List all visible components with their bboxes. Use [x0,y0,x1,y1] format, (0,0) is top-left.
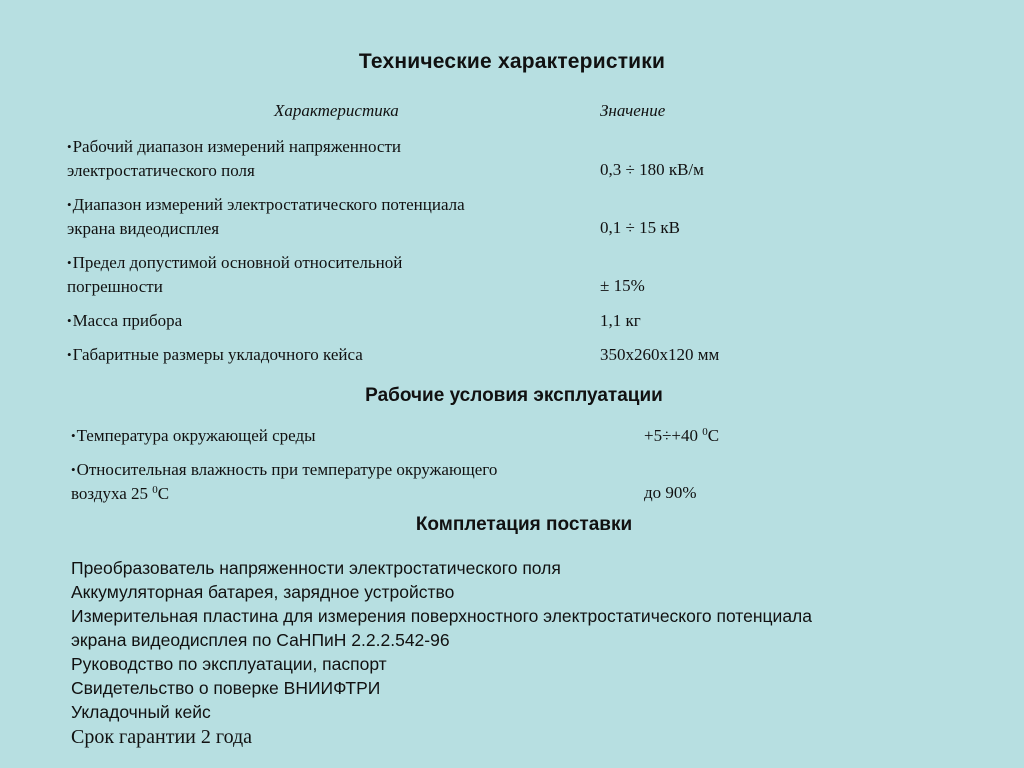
list-item: Аккумуляторная батарея, зарядное устройство [71,582,455,602]
delivery-list [71,556,812,724]
condition-row-value: +5÷+40 $^0$С [644,426,720,445]
column-header-value: Значение [600,101,666,120]
spec-row-label: •Габаритные размеры укладочного кейса [67,345,363,364]
bullet-icon: • [67,255,72,270]
list-item: Измерительная пластина для измерения поверхностного электростатического потенциала [71,606,812,626]
spec-row-label: •Диапазон измерений электростатического потенциала экрана видеодисплея [67,195,465,238]
spec-row-value: ± 15% [600,276,645,295]
spec-row-value: 0,3 ÷ 180 кВ/м [600,160,704,179]
column-header-characteristic: Характеристика [274,101,399,120]
spec-row-label: •Предел допустимой основной относительной погрешности [67,253,403,296]
bullet-icon: • [67,347,72,362]
warranty-text: Срок гарантии 2 года [71,726,253,748]
bullet-icon: • [67,197,72,212]
condition-row-label: •Относительная влажность при температуре окружающего воздуха 25 $^0$С [71,460,498,503]
list-item: Свидетельство о поверке ВНИИФТРИ [71,678,381,698]
bullet-icon: • [67,313,72,328]
spec-row-value: 350х260х120 мм [600,345,720,364]
list-item: экрана видеодисплея по СаНПиН 2.2.2.542-96 [71,630,450,650]
bullet-icon: • [67,139,72,154]
bullet-icon: • [71,428,76,443]
spec-row-value: 1,1 кг [600,311,641,330]
condition-row-label: •Температура окружающей среды [71,426,316,445]
spec-row-value: 0,1 ÷ 15 кВ [600,218,680,237]
list-item: Преобразователь напряженности электростатического поля [71,558,561,578]
spec-row-label: •Масса прибора [67,311,183,330]
page-title: Технические характеристики [358,50,666,73]
condition-row-value: до 90% [644,483,697,502]
list-item: Руководство по эксплуатации, паспорт [71,654,387,674]
conditions-title: Рабочие условия эксплуатации [365,385,663,406]
list-item: Укладочный кейс [71,702,211,722]
delivery-title: Комплетация поставки [415,514,633,535]
spec-row-label: •Рабочий диапазон измерений напряженности электростатического поля [67,137,401,180]
bullet-icon: • [71,462,76,477]
